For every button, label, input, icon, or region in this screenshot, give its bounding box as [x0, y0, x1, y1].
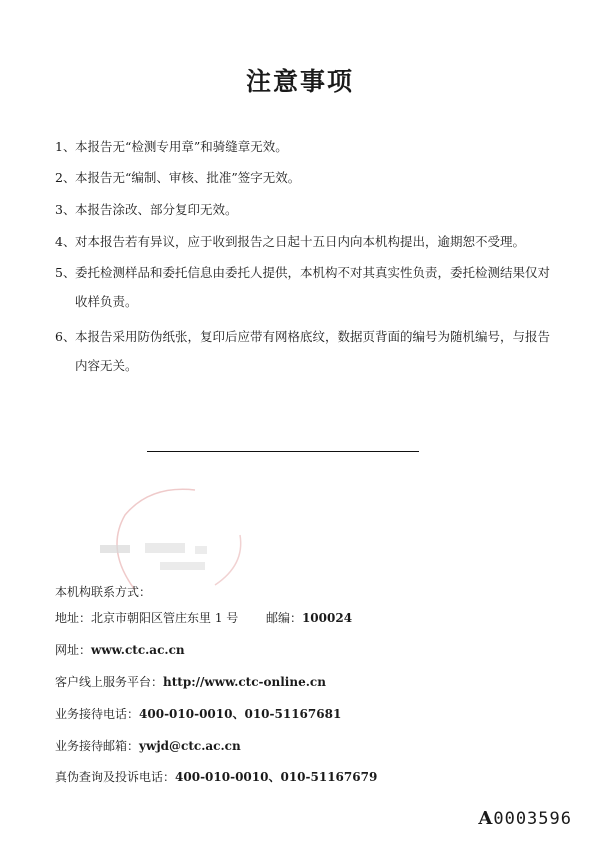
- notice-item-3: [55, 200, 555, 220]
- notice-number: 1、: [55, 139, 76, 154]
- contact-heading: 本机构联系方式：: [55, 585, 152, 599]
- complaint-label: 真伪查询及投诉电话：: [55, 770, 176, 784]
- notice-item-6: [55, 327, 555, 376]
- notice-item-1: [55, 137, 555, 157]
- notice-number: 6、: [55, 329, 76, 344]
- postcode-label: 邮编：: [265, 611, 302, 625]
- email-label: 业务接待邮箱：: [55, 739, 140, 753]
- address-label: 地址：: [55, 611, 92, 625]
- contact-complaint-row: [55, 768, 377, 786]
- serial-digits: 0003596: [493, 809, 572, 829]
- notice-text: 本报告采用防伪纸张，复印后应带有网格底纹，数据页背面的编号为随机编号，与报告: [75, 329, 551, 344]
- notice-continuation: 收样负责。: [75, 294, 138, 309]
- notice-number: 3、: [55, 202, 76, 217]
- email-link[interactable]: ywjd@ctc.ac.cn: [139, 739, 241, 753]
- postcode-value: 100024: [301, 611, 353, 625]
- contact-email-row: [55, 737, 241, 755]
- notice-number: 2、: [55, 170, 76, 185]
- contact-website-row: [55, 641, 185, 659]
- address-value: 北京市朝阳区管庄东里 1 号: [91, 611, 239, 625]
- serial-number: [478, 808, 572, 829]
- notice-text: 对本报告若有异议，应于收到报告之日起十五日内向本机构提出，逾期恕不受理。: [75, 234, 526, 249]
- platform-label: 客户线上服务平台：: [55, 675, 164, 689]
- contact-platform-row: [55, 673, 326, 691]
- notice-text: 委托检测样品和委托信息由委托人提供，本机构不对其真实性负责，委托检测结果仅对: [75, 265, 551, 280]
- faded-stamp-mark: [95, 480, 265, 600]
- contact-phone-row: [55, 705, 341, 723]
- website-label: 网址：: [55, 643, 92, 657]
- notice-item-5: [55, 263, 555, 312]
- notice-item-2: [55, 168, 555, 188]
- notice-text: 本报告涂改、部分复印无效。: [75, 202, 238, 217]
- notice-text: 本报告无“编制、审核、批准”签字无效。: [75, 170, 301, 185]
- platform-link[interactable]: http://www.ctc-online.cn: [163, 675, 326, 689]
- notice-continuation: 内容无关。: [75, 358, 138, 373]
- website-link[interactable]: www.ctc.ac.cn: [91, 643, 185, 657]
- divider-line: [147, 451, 419, 452]
- notice-number: 5、: [55, 265, 76, 280]
- notice-number: 4、: [55, 234, 76, 249]
- phone-value: 400-010-0010、010-51167681: [139, 707, 342, 721]
- notice-item-4: [55, 232, 555, 252]
- notice-text: 本报告无“检测专用章”和骑缝章无效。: [75, 139, 288, 154]
- phone-label: 业务接待电话：: [55, 707, 140, 721]
- complaint-phone: 400-010-0010、010-51167679: [175, 770, 378, 784]
- page-title: 注意事项: [245, 67, 354, 96]
- serial-prefix: A: [478, 808, 494, 829]
- contact-address-row: [55, 609, 352, 627]
